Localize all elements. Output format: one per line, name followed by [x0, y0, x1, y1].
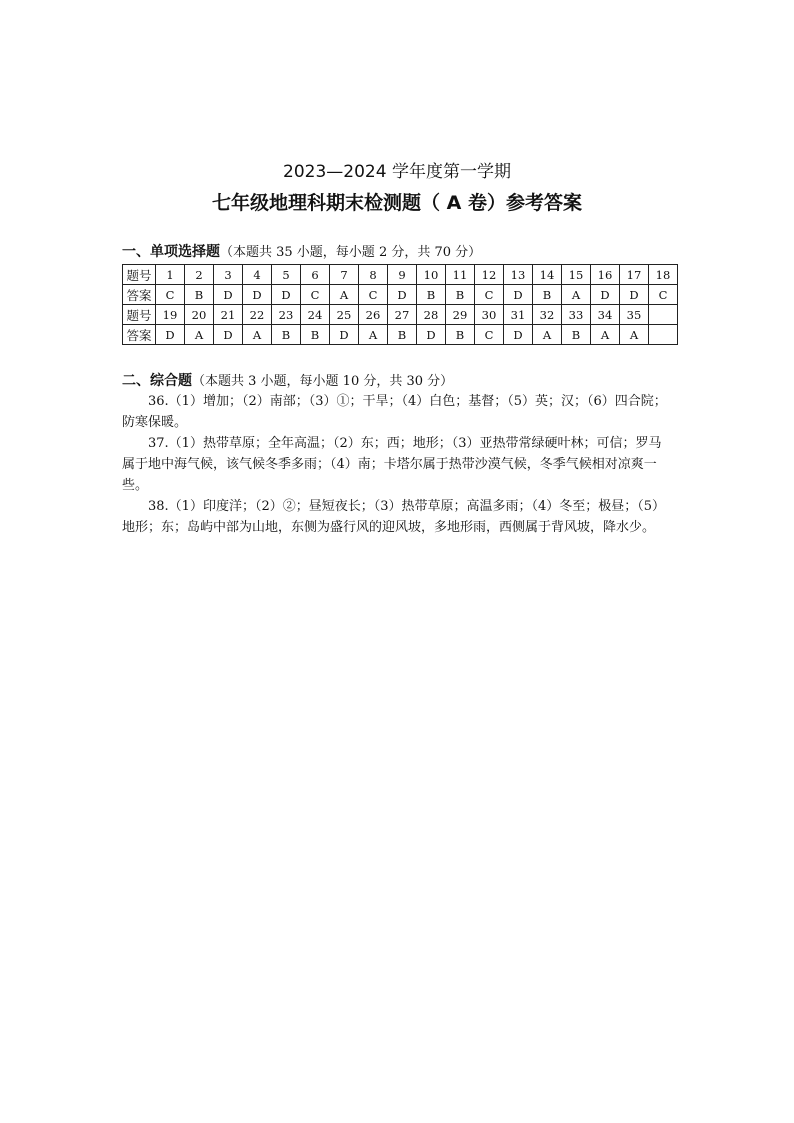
section2-title: 二、综合题	[122, 373, 192, 389]
question-number: 1	[156, 265, 185, 285]
question-number: 26	[359, 305, 388, 325]
answer-cell: B	[185, 285, 214, 305]
answer-cell: B	[446, 325, 475, 345]
answer-cell: C	[156, 285, 185, 305]
question-number: 9	[388, 265, 417, 285]
answer-cell: A	[359, 325, 388, 345]
question-number: 28	[417, 305, 446, 325]
question-number: 11	[446, 265, 475, 285]
answer-cell: A	[591, 325, 620, 345]
question-number: 18	[649, 265, 678, 285]
answer-cell: D	[504, 285, 533, 305]
question-number: 2	[185, 265, 214, 285]
empty-cell	[649, 325, 678, 345]
answer-cell: D	[504, 325, 533, 345]
question-number: 8	[359, 265, 388, 285]
answer-cell: D	[388, 285, 417, 305]
answer-cell: A	[533, 325, 562, 345]
question-number: 25	[330, 305, 359, 325]
answer-cell: A	[562, 285, 591, 305]
question-number: 6	[301, 265, 330, 285]
question-number: 34	[591, 305, 620, 325]
answer-cell: C	[359, 285, 388, 305]
answer-cell: D	[214, 285, 243, 305]
answer-table	[122, 264, 678, 345]
question-number: 14	[533, 265, 562, 285]
question-number: 3	[214, 265, 243, 285]
answer-cell: D	[272, 285, 301, 305]
answer-cell: A	[243, 325, 272, 345]
answer-cell: B	[417, 285, 446, 305]
question-number: 15	[562, 265, 591, 285]
answer-cell: B	[446, 285, 475, 305]
answer-cell: C	[475, 325, 504, 345]
section2-heading	[122, 370, 453, 390]
question-number: 29	[446, 305, 475, 325]
answer-cell: C	[301, 285, 330, 305]
answer-36: 36.（1）增加；（2）南部；（3）①；干旱；（4）白色；基督；（5）英；汉；（6）四合院；防寒保暖。	[122, 394, 667, 430]
question-number: 12	[475, 265, 504, 285]
question-number: 33	[562, 305, 591, 325]
question-number: 5	[272, 265, 301, 285]
answer-cell: B	[533, 285, 562, 305]
question-number: 30	[475, 305, 504, 325]
answer-cell: D	[214, 325, 243, 345]
section1-heading	[122, 241, 481, 261]
answer-cell: D	[156, 325, 185, 345]
section1-note: （本题共 35 小题，每小题 2 分，共 70 分）	[220, 245, 482, 260]
term-title: 2023—2024 学年度第一学期	[283, 162, 511, 182]
question-number: 21	[214, 305, 243, 325]
question-number: 31	[504, 305, 533, 325]
answer-cell: B	[301, 325, 330, 345]
answer-cell: B	[272, 325, 301, 345]
question-number: 17	[620, 265, 649, 285]
answer-cell: B	[388, 325, 417, 345]
table-row-answers-1	[123, 285, 678, 305]
question-number: 16	[591, 265, 620, 285]
section1-title: 一、单项选择题	[122, 244, 220, 260]
row-label: 题号	[123, 305, 156, 325]
exam-title: 七年级地理科期末检测题（ A 卷）参考答案	[212, 192, 582, 214]
question-number: 20	[185, 305, 214, 325]
row-label: 答案	[123, 285, 156, 305]
row-label: 答案	[123, 325, 156, 345]
question-number: 4	[243, 265, 272, 285]
answer-cell: D	[243, 285, 272, 305]
question-number: 32	[533, 305, 562, 325]
empty-cell	[649, 305, 678, 325]
answer-cell: A	[620, 325, 649, 345]
question-number: 24	[301, 305, 330, 325]
question-number: 13	[504, 265, 533, 285]
question-number: 27	[388, 305, 417, 325]
answer-37: 37.（1）热带草原；全年高温；（2）东；西；地形；（3）亚热带常绿硬叶林；可信；罗马属于地中海气候，该气候冬季多雨；（4）南；卡塔尔属于热带沙漠气候，冬季气候相对凉爽一些。	[122, 436, 662, 493]
question-number: 35	[620, 305, 649, 325]
table-row-answers-2	[123, 325, 678, 345]
question-number: 10	[417, 265, 446, 285]
answer-cell: B	[562, 325, 591, 345]
question-number: 22	[243, 305, 272, 325]
table-row-numbers-2	[123, 305, 678, 325]
answer-cell: A	[185, 325, 214, 345]
answer-38: 38.（1）印度洋；（2）②；昼短夜长；（3）热带草原；高温多雨；（4）冬至；极昼；（5）地形；东；岛屿中部为山地，东侧为盛行风的迎风坡，多地形雨，西侧属于背风坡，降水少。	[122, 499, 666, 535]
question-number: 19	[156, 305, 185, 325]
answer-cell: D	[417, 325, 446, 345]
answer-cell: D	[591, 285, 620, 305]
answer-cell: C	[475, 285, 504, 305]
answer-cell: A	[330, 285, 359, 305]
question-number: 23	[272, 305, 301, 325]
table-row-numbers-1	[123, 265, 678, 285]
row-label: 题号	[123, 265, 156, 285]
section2-note: （本题共 3 小题，每小题 10 分，共 30 分）	[192, 374, 454, 389]
answer-cell: D	[620, 285, 649, 305]
question-number: 7	[330, 265, 359, 285]
answer-cell: D	[330, 325, 359, 345]
answer-cell: C	[649, 285, 678, 305]
